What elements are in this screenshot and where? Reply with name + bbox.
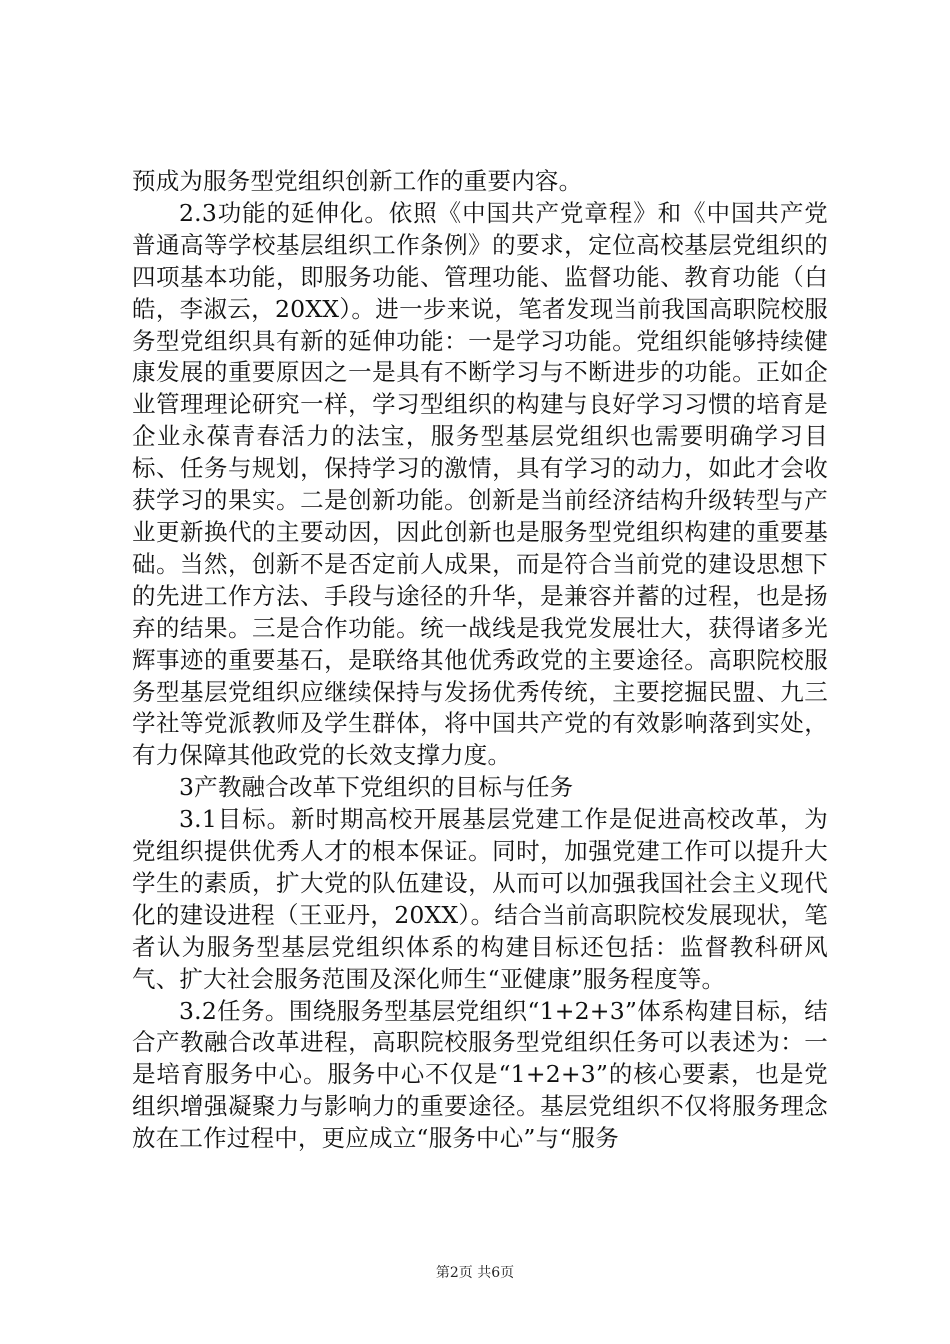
paragraph-function-extension: 2.3功能的延伸化。依照《中国共产党章程》和《中国共产党普通高等学校基层组织工作条例》的要求，定位高校基层党组织的四项基本功能，即服务功能、管理功能、监督功能、教育功能（白皓，李淑云，20XX）。进一步来说，笔者发现当前我国高职院校服务型党组织具有新的延伸功能：一是学习功能。党组织能够持续健康发展的重要原因之一是具有不断学习与不断进步的功能。正如企业管理理论研究一样，学习型组织的构建与良好学习习惯的培育是企业永葆青春活力的法宝，服务型基层党组织也需要明确学习目标、任务与规划，保持学习的激情，具有学习的动力，如此才会收获学习的果实。二是创新功能。创新是当前经济结构升级转型与产业更新换代的主要动因，因此创新也是服务型党组织构建的重要基础。当然，创新不是否定前人成果，而是符合当前党的建设思想下的先进工作方法、手段与途径的升华，是兼容并蓄的过程，也是扬弃的结果。三是合作功能。统一战线是我党发展壮大，获得诸多光辉事迹的重要基石，是联络其他优秀政党的主要途径。高职院校服务型基层党组织应继续保持与发扬优秀传统，主要挖掘民盟、九三学社等党派教师及学生群体，将中国共产党的有效影响落到实处，有力保障其他政党的长效支撑力度。 bbox=[132, 198, 828, 770]
paragraph-goals: 3.1目标。新时期高校开展基层党建工作是促进高校改革，为党组织提供优秀人才的根本保证。同时，加强党建工作可以提升大学生的素质，扩大党的队伍建设，从而可以加强我国社会主义现代化的建设进程（王亚丹，20XX）。结合当前高职院校发展现状，笔者认为服务型基层党组织体系的构建目标还包括：监督教科研风气、扩大社会服务范围及深化师生“亚健康”服务程度等。 bbox=[132, 805, 828, 993]
page-footer: 第2页 共6页 bbox=[435, 1265, 515, 1281]
paragraph-continuation: 预成为服务型党组织创新工作的重要内容。 bbox=[132, 167, 583, 195]
section-heading-goals-tasks: 3产教融合改革下党组织的目标与任务 bbox=[179, 773, 574, 802]
paragraph-tasks: 3.2任务。围绕服务型基层党组织“1+2+3”体系构建目标，结合产教融合改革进程，高职院校服务型党组织任务可以表述为：一是培育服务中心。服务中心不仅是“1+2+3”的核心要素，也是党组织增强凝聚力与影响力的重要途径。基层党组织不仅将服务理念放在工作过程中，更应成立“服务中心”与“服务 bbox=[132, 996, 828, 1153]
document-body bbox=[132, 166, 828, 1155]
